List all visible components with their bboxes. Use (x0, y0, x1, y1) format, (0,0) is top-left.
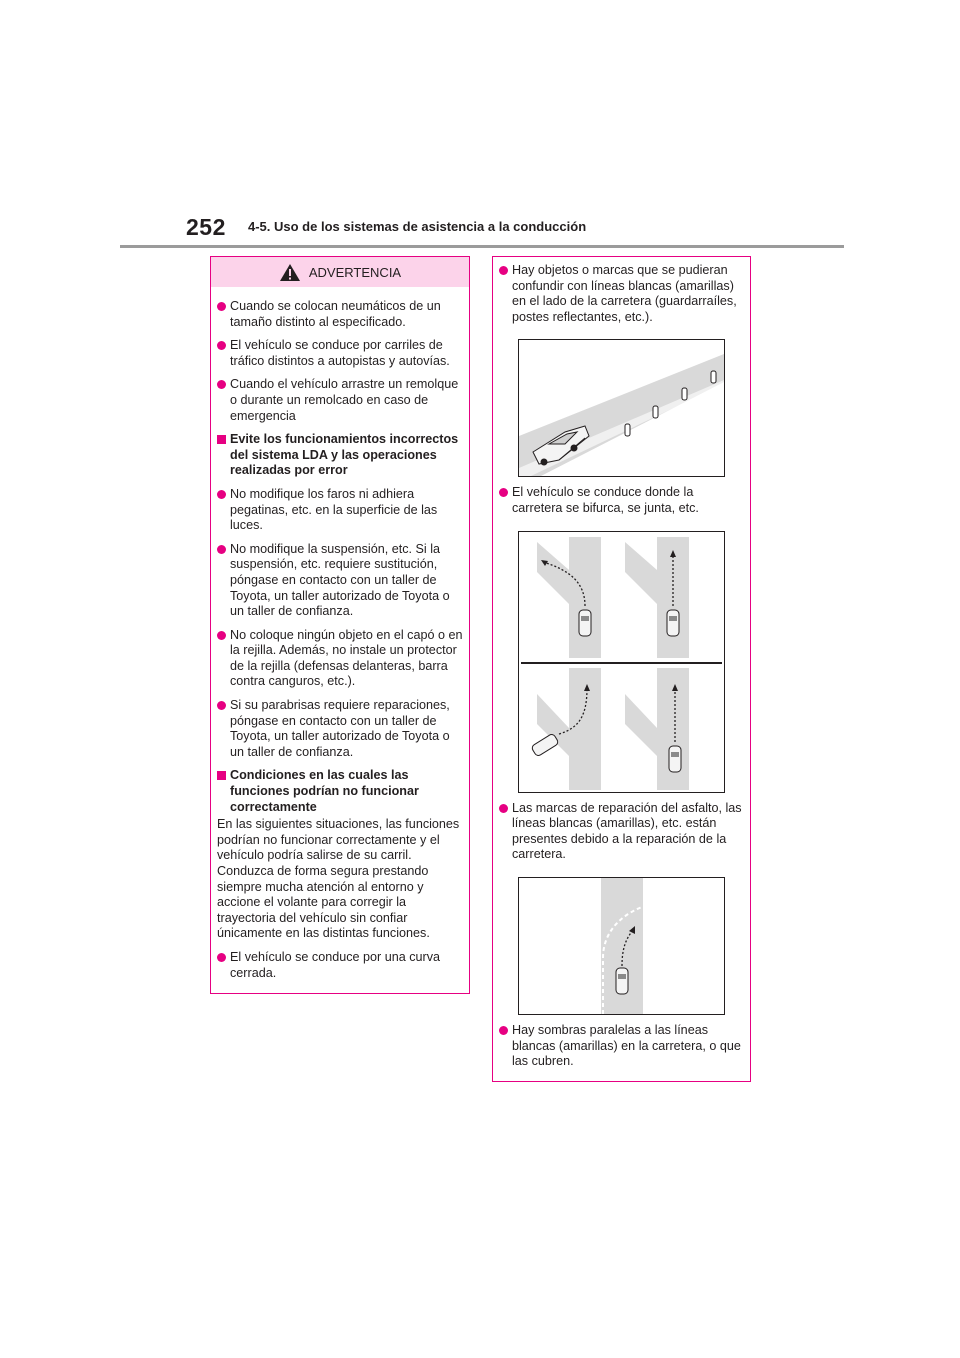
warning-item: No modifique la suspensión, etc. Si la suspensión, etc. requiere sustitución, póngase en contacto con un taller de Toyota, un taller autorizado de Toyota o un taller de confianza. (217, 542, 463, 620)
warning-item: El vehículo se conduce donde la carretera se bifurca, se junta, etc. (499, 485, 744, 516)
page-number: 252 (186, 214, 226, 240)
warning-box-continued (492, 256, 751, 1082)
road-fork-merge-illustration (518, 531, 725, 793)
warning-item: Cuando el vehículo arrastre un remolque o durante un remolcado en caso de emergencia (217, 377, 463, 424)
warning-content (211, 287, 469, 981)
warning-item: El vehículo se conduce por una curva cerrada. (217, 950, 463, 981)
header-rule (120, 245, 844, 248)
warning-item: No modifique los faros ni adhiera pegatinas, etc. en la superficie de las luces. (217, 487, 463, 534)
warning-item: Hay sombras paralelas a las líneas blancas (amarillas) en la carretera, o que las cubren. (499, 1023, 744, 1070)
warning-header (211, 257, 469, 287)
warning-subheading: Condiciones en las cuales las funciones podrían no funcionar correctamente (217, 768, 463, 815)
warning-content-continued (493, 263, 750, 1070)
guardrail-posts-illustration (518, 339, 725, 477)
warning-item: Cuando se colocan neumáticos de un tamaño distinto al especificado. (217, 299, 463, 330)
road-repair-marks-illustration (518, 877, 725, 1015)
warning-item: Hay objetos o marcas que se pudieran confundir con líneas blancas (amarillas) en el lado de la carretera (guardarraíles, postes reflectantes, etc.). (499, 263, 744, 325)
warning-item: Si su parabrisas requiere reparaciones, póngase en contacto con un taller de Toyota, un taller autorizado de Toyota o un taller de confianza. (217, 698, 463, 760)
section-title: 4-5. Uso de los sistemas de asistencia a la conducción (248, 219, 587, 234)
warning-item: El vehículo se conduce por carriles de tráfico distintos a autopistas y autovías. (217, 338, 463, 369)
warning-item: No coloque ningún objeto en el capó o en la rejilla. Además, no instale un protector de la rejilla (defensas delanteras, barra contra canguros, etc.). (217, 628, 463, 690)
warning-box (210, 256, 470, 994)
car-icon (616, 968, 628, 994)
warning-subheading: Evite los funcionamientos incorrectos del sistema LDA y las operaciones realizadas por error (217, 432, 463, 479)
warning-triangle-icon (279, 263, 301, 282)
warning-paragraph: En las siguientes situaciones, las funciones podrían no funcionar correctamente y el vehículo podría salirse de su carril. Conduzca de forma segura prestando siempre mucha atención al entorno y accione el volante para corregir la trayectoria del vehículo sin confiar únicamente en las distintas funciones. (217, 817, 460, 941)
warning-item: Las marcas de reparación del asfalto, las líneas blancas (amarillas), etc. están presentes debido a la reparación de la carretera. (499, 801, 744, 863)
warning-title: ADVERTENCIA (308, 264, 402, 280)
